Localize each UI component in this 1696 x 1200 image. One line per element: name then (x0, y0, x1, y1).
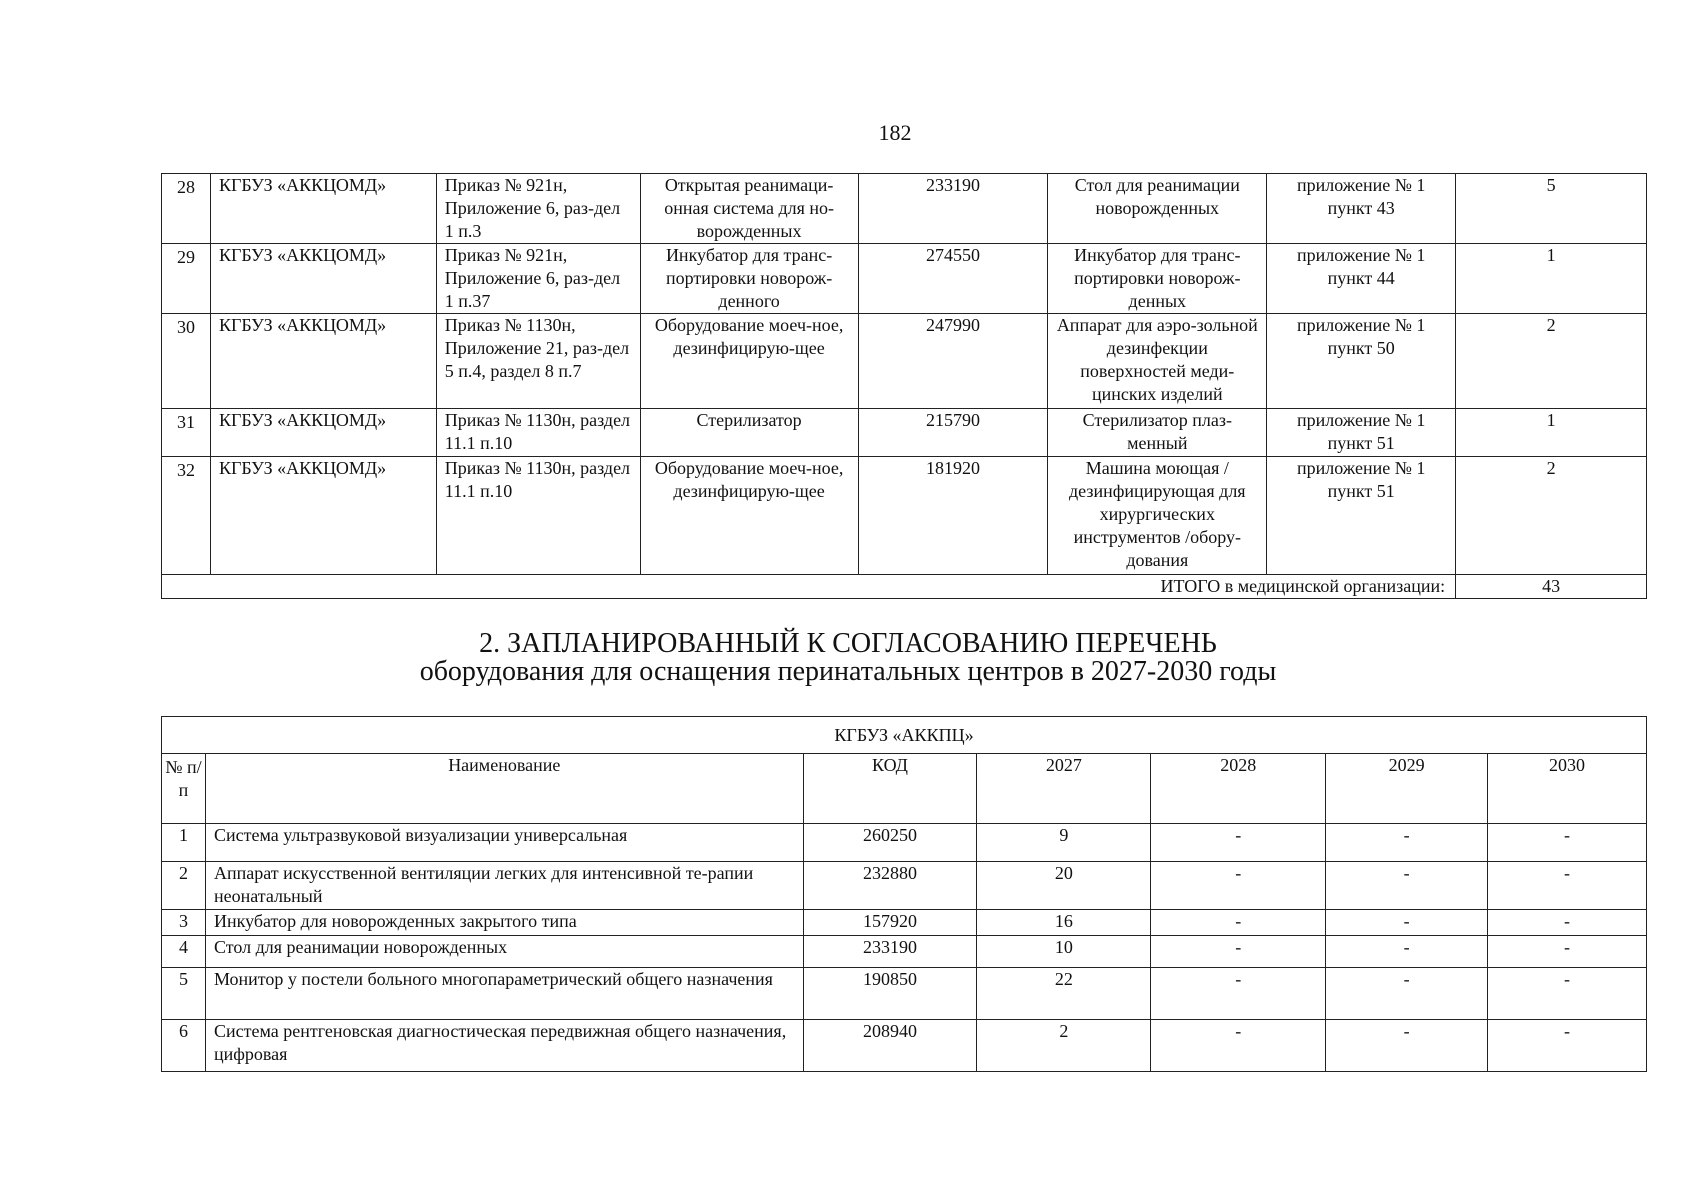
cell-org: КГБУЗ «АККЦОМД» (210, 457, 436, 575)
table-row (162, 1020, 1647, 1072)
cell-code: 232880 (803, 862, 977, 910)
section-title: 2. ЗАПЛАНИРОВАННЫЙ К СОГЛАСОВАНИЮ ПЕРЕЧЕНЬ (479, 628, 1217, 659)
equipment-table-2 (161, 716, 1647, 1072)
cell-y2028: - (1151, 1020, 1326, 1072)
cell-y2028: - (1151, 824, 1326, 862)
cell-y2030: - (1488, 824, 1647, 862)
cell-code: 274550 (858, 244, 1048, 314)
cell-qty: 5 (1456, 174, 1647, 244)
cell-n: 32 (162, 457, 211, 575)
cell-code: 157920 (803, 910, 977, 936)
table-row (162, 862, 1647, 910)
cell-ref: приложение № 1 пункт 43 (1267, 174, 1456, 244)
cell-y2029: - (1326, 968, 1488, 1020)
org-name: КГБУЗ «АККПЦ» (162, 717, 1647, 754)
cell-y2029: - (1326, 936, 1488, 968)
cell-y2030: - (1488, 968, 1647, 1020)
cell-n: 29 (162, 244, 211, 314)
cell-y2027: 20 (977, 862, 1151, 910)
cell-y2028: - (1151, 862, 1326, 910)
cell-y2029: - (1326, 910, 1488, 936)
cell-code: 215790 (858, 409, 1048, 457)
cell-ref: приложение № 1 пункт 51 (1267, 457, 1456, 575)
table-row (162, 457, 1647, 575)
cell-group: Оборудование моеч-ное, дезинфицирую-щее (640, 457, 858, 575)
cell-y2027: 22 (977, 968, 1151, 1020)
cell-qty: 2 (1456, 314, 1647, 409)
cell-name: Стол для реанимации новорожденных (205, 936, 803, 968)
cell-n: 30 (162, 314, 211, 409)
cell-code: 260250 (803, 824, 977, 862)
col-header-2027: 2027 (977, 754, 1151, 824)
cell-n: 28 (162, 174, 211, 244)
cell-item: Стол для реанимации новорожденных (1048, 174, 1267, 244)
cell-code: 190850 (803, 968, 977, 1020)
org-header-row (162, 717, 1647, 754)
total-value: 43 (1456, 575, 1647, 599)
table-row (162, 409, 1647, 457)
cell-name: Инкубатор для новорожденных закрытого типа (205, 910, 803, 936)
table-row (162, 174, 1647, 244)
cell-qty: 1 (1456, 244, 1647, 314)
cell-group: Инкубатор для транс-портировки новорож-денного (640, 244, 858, 314)
cell-y2028: - (1151, 936, 1326, 968)
cell-y2028: - (1151, 968, 1326, 1020)
cell-group: Оборудование моеч-ное, дезинфицирую-щее (640, 314, 858, 409)
table-row (162, 968, 1647, 1020)
cell-n: 31 (162, 409, 211, 457)
cell-n: 2 (162, 862, 206, 910)
cell-n: 1 (162, 824, 206, 862)
col-header-name: Наименование (205, 754, 803, 824)
cell-order: Приказ № 921н, Приложение 6, раз-дел 1 п.37 (436, 244, 640, 314)
cell-code: 181920 (858, 457, 1048, 575)
col-header-code: КОД (803, 754, 977, 824)
cell-item: Инкубатор для транс-портировки новорож-денных (1048, 244, 1267, 314)
total-label: ИТОГО в медицинской организации: (162, 575, 1456, 599)
cell-n: 4 (162, 936, 206, 968)
equipment-table-1 (161, 173, 1647, 599)
cell-y2028: - (1151, 910, 1326, 936)
cell-code: 247990 (858, 314, 1048, 409)
cell-y2030: - (1488, 862, 1647, 910)
cell-y2029: - (1326, 1020, 1488, 1072)
cell-y2030: - (1488, 1020, 1647, 1072)
cell-name: Система ультразвуковой визуализации универсальная (205, 824, 803, 862)
cell-y2027: 10 (977, 936, 1151, 968)
cell-n: 6 (162, 1020, 206, 1072)
col-header-2028: 2028 (1151, 754, 1326, 824)
page-number: 182 (878, 120, 912, 145)
cell-ref: приложение № 1 пункт 51 (1267, 409, 1456, 457)
table-row (162, 910, 1647, 936)
cell-org: КГБУЗ «АККЦОМД» (210, 409, 436, 457)
col-header-2029: 2029 (1326, 754, 1488, 824)
cell-n: 5 (162, 968, 206, 1020)
col-header-number: № п/ п (162, 754, 206, 824)
column-header-row (162, 754, 1647, 824)
cell-group: Стерилизатор (640, 409, 858, 457)
cell-y2029: - (1326, 862, 1488, 910)
cell-order: Приказ № 1130н, раздел 11.1 п.10 (436, 457, 640, 575)
cell-item: Машина моющая /дезинфицирующая для хирургических инструментов /обору-дования (1048, 457, 1267, 575)
col-header-2030: 2030 (1488, 754, 1647, 824)
cell-y2030: - (1488, 936, 1647, 968)
cell-order: Приказ № 921н, Приложение 6, раз-дел 1 п.3 (436, 174, 640, 244)
cell-item: Аппарат для аэро-зольной дезинфекции поверхностей меди-цинских изделий (1048, 314, 1267, 409)
cell-y2027: 9 (977, 824, 1151, 862)
cell-n: 3 (162, 910, 206, 936)
cell-ref: приложение № 1 пункт 44 (1267, 244, 1456, 314)
table-row (162, 314, 1647, 409)
cell-qty: 1 (1456, 409, 1647, 457)
cell-org: КГБУЗ «АККЦОМД» (210, 314, 436, 409)
table-row (162, 824, 1647, 862)
cell-order: Приказ № 1130н, раздел 11.1 п.10 (436, 409, 640, 457)
cell-name: Система рентгеновская диагностическая передвижная общего назначения, цифровая (205, 1020, 803, 1072)
cell-code: 233190 (858, 174, 1048, 244)
cell-group: Открытая реанимаци-онная система для но-ворожденных (640, 174, 858, 244)
cell-y2027: 2 (977, 1020, 1151, 1072)
cell-name: Монитор у постели больного многопараметрический общего назначения (205, 968, 803, 1020)
section-subtitle: оборудования для оснащения перинатальных центров в 2027-2030 годы (419, 656, 1277, 687)
cell-y2029: - (1326, 824, 1488, 862)
cell-code: 233190 (803, 936, 977, 968)
table-row (162, 244, 1647, 314)
total-row (162, 575, 1647, 599)
cell-org: КГБУЗ «АККЦОМД» (210, 174, 436, 244)
cell-ref: приложение № 1 пункт 50 (1267, 314, 1456, 409)
table-row (162, 936, 1647, 968)
cell-item: Стерилизатор плаз-менный (1048, 409, 1267, 457)
cell-qty: 2 (1456, 457, 1647, 575)
cell-code: 208940 (803, 1020, 977, 1072)
cell-y2027: 16 (977, 910, 1151, 936)
cell-order: Приказ № 1130н, Приложение 21, раз-дел 5 п.4, раздел 8 п.7 (436, 314, 640, 409)
cell-org: КГБУЗ «АККЦОМД» (210, 244, 436, 314)
cell-y2030: - (1488, 910, 1647, 936)
cell-name: Аппарат искусственной вентиляции легких для интенсивной те-рапии неонатальный (205, 862, 803, 910)
